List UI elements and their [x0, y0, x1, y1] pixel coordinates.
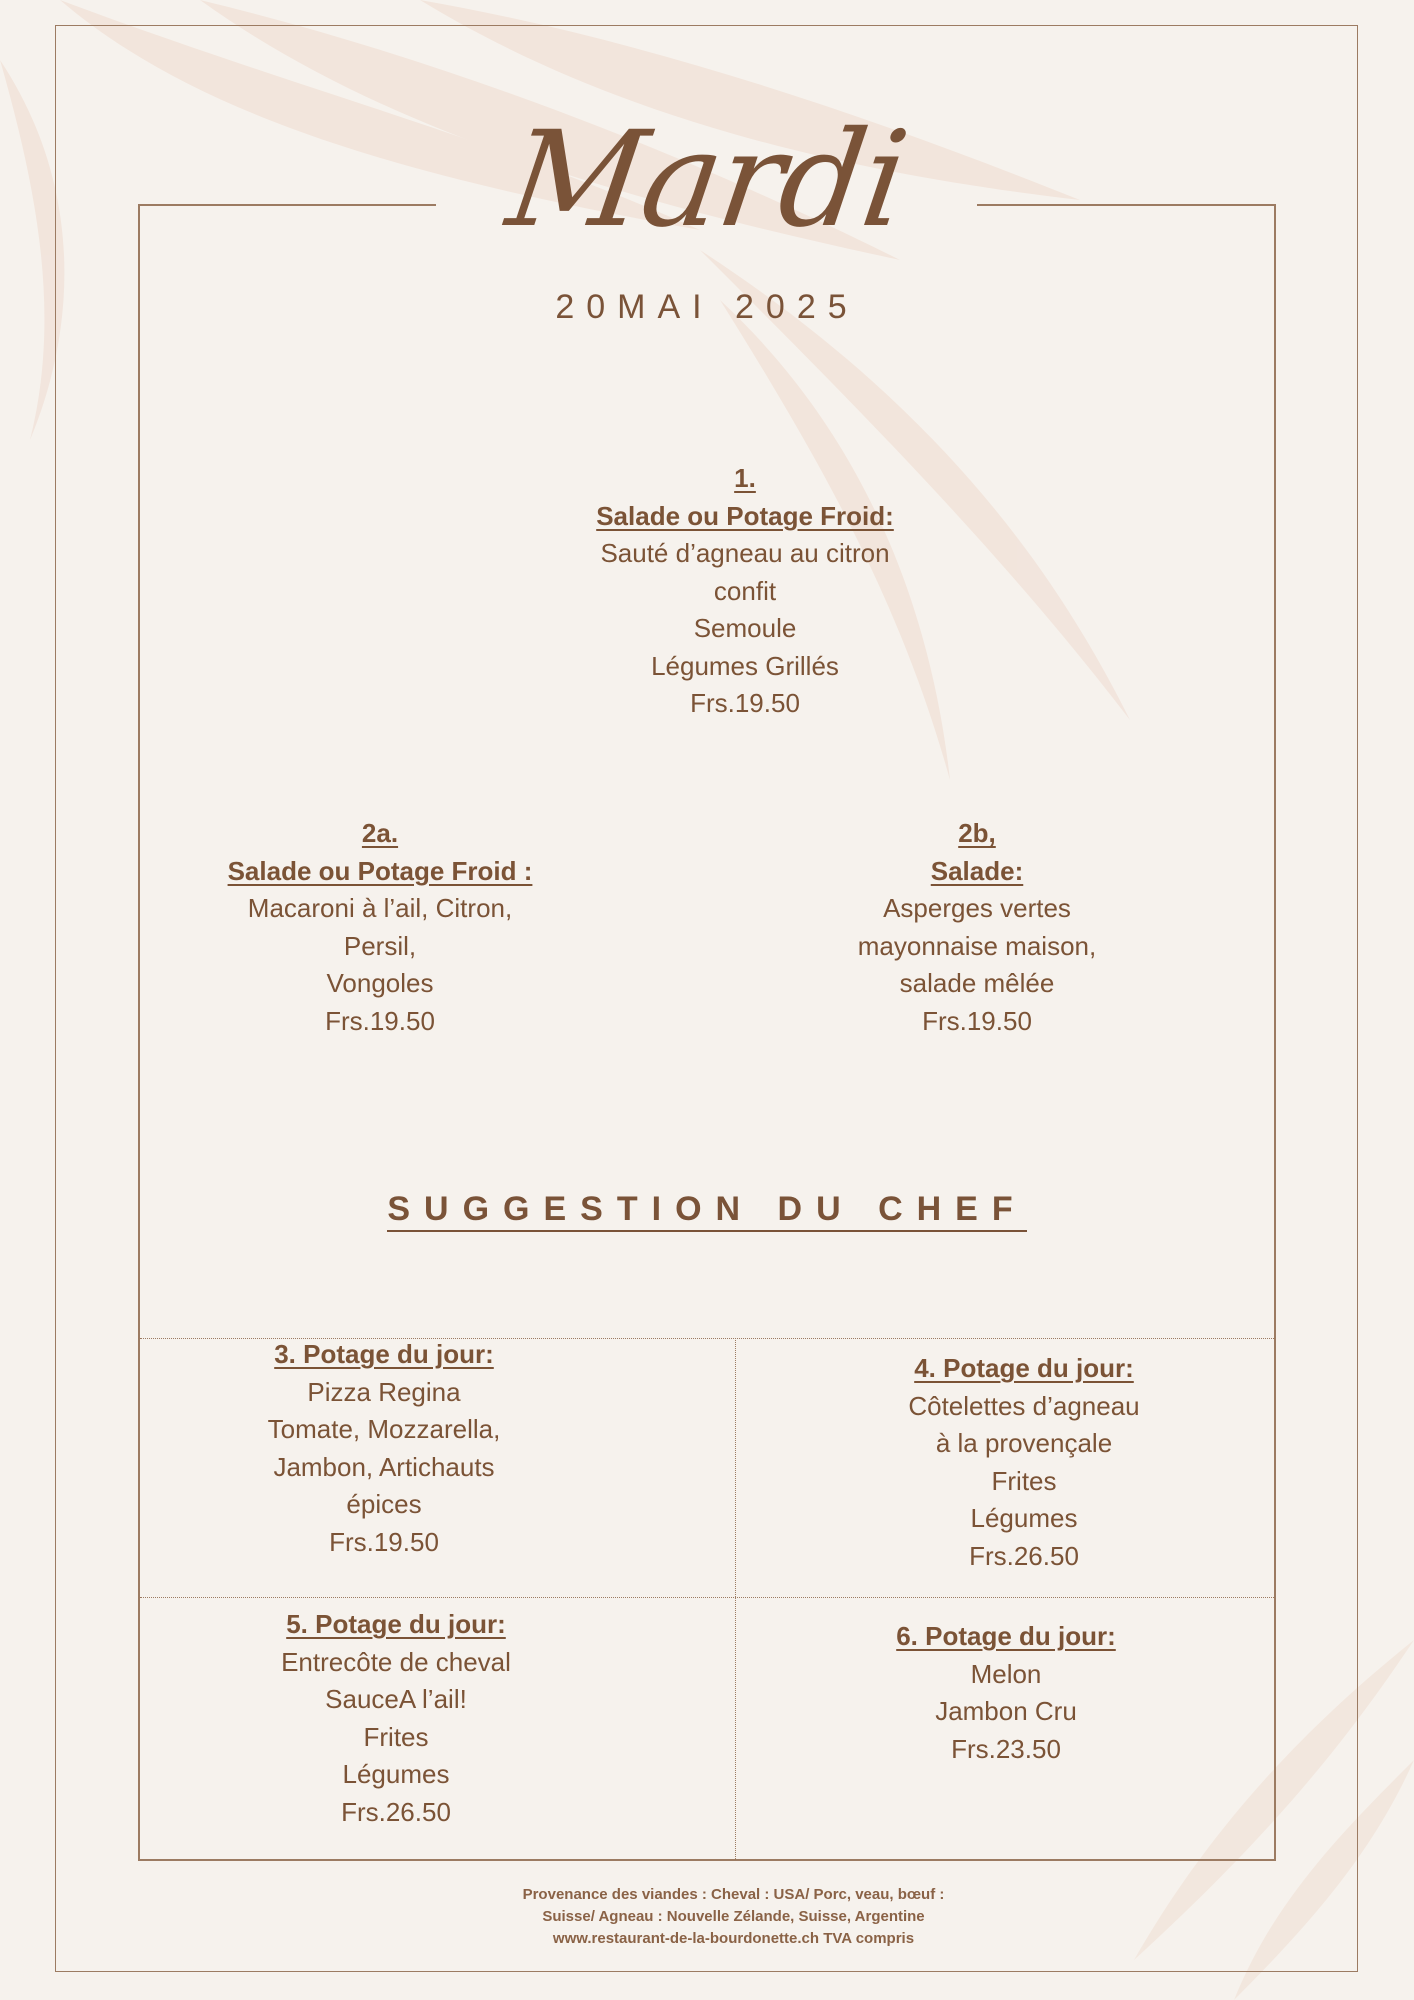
inner-frame-bottom — [138, 1859, 1276, 1861]
menu-item-2a — [180, 815, 580, 1040]
suggestion-line: épices — [346, 1489, 422, 1519]
menu-line: mayonnaise maison, — [857, 930, 1097, 961]
menu-line: Persil, — [343, 930, 417, 961]
menu-line: Macaroni à l’ail, Citron, — [247, 893, 513, 923]
menu-line: confit — [713, 575, 777, 606]
menu-line: salade mêlée — [899, 968, 1055, 998]
suggestion-line: Légumes — [342, 1759, 450, 1789]
inner-frame-right — [1274, 204, 1276, 1860]
menu-heading: Salade ou Potage Froid: — [596, 500, 894, 531]
menu-line: Vongoles — [326, 968, 434, 998]
menu-item-2b — [777, 815, 1177, 1040]
menu-price: Frs.19.50 — [690, 688, 800, 718]
menu-item-1 — [495, 460, 995, 723]
menu-price: Frs.19.50 — [325, 1005, 435, 1036]
suggestion-line: Frites — [363, 1721, 429, 1752]
chef-suggestion-title — [0, 1190, 1414, 1229]
grid-line-vertical — [735, 1338, 736, 1859]
suggestion-heading: 4. Potage du jour: — [914, 1353, 1134, 1383]
suggestion-heading: 3. Potage du jour: — [274, 1339, 494, 1369]
grid-line-middle — [140, 1597, 1276, 1598]
menu-line: Semoule — [693, 613, 797, 643]
footer-line-1: Provenance des viandes : Cheval : USA/ Porc, veau, bœuf : — [522, 1886, 945, 1903]
suggestion-line: Melon — [970, 1658, 1042, 1689]
suggestion-price: Frs.26.50 — [969, 1540, 1079, 1571]
suggestion-line: Jambon, Artichauts — [273, 1451, 495, 1482]
footer-notes — [0, 1884, 1414, 1950]
suggestion-heading: 5. Potage du jour: — [286, 1609, 506, 1639]
suggestion-line: Frites — [991, 1465, 1057, 1496]
menu-number: 2b, — [958, 818, 996, 848]
menu-line: Sauté d’agneau au citron — [600, 538, 890, 568]
suggestion-line: Pizza Regina — [307, 1376, 461, 1407]
suggestion-line: SauceA l’ail! — [325, 1684, 467, 1714]
suggestion-line: Jambon Cru — [935, 1696, 1077, 1726]
menu-line: Asperges vertes — [883, 893, 1071, 923]
menu-heading: Salade ou Potage Froid : — [227, 855, 533, 886]
suggestion-item-6 — [806, 1618, 1206, 1768]
suggestion-line: Légumes — [970, 1503, 1078, 1533]
suggestion-price: Frs.19.50 — [329, 1526, 439, 1557]
menu-line: Légumes Grillés — [651, 650, 839, 681]
footer-line-2: Suisse/ Agneau : Nouvelle Zélande, Suisse, Argentine — [542, 1908, 925, 1925]
suggestion-item-4 — [824, 1350, 1224, 1575]
suggestion-line: Côtelettes d’agneau — [908, 1390, 1140, 1421]
menu-number: 1. — [734, 463, 756, 493]
inner-frame-left — [138, 204, 140, 1860]
menu-price: Frs.19.50 — [922, 1005, 1032, 1036]
suggestion-item-5 — [196, 1606, 596, 1831]
menu-heading: Salade: — [930, 855, 1024, 886]
suggestion-line: à la provençale — [935, 1428, 1113, 1458]
menu-date: 20MAI 2025 — [555, 288, 859, 326]
chef-suggestion-text: SUGGESTION DU CHEF — [387, 1190, 1026, 1232]
menu-number: 2a. — [361, 818, 399, 848]
footer-link[interactable]: www.restaurant-de-la-bourdonette.ch TVA compris — [552, 1930, 915, 1947]
day-title: Mardi — [499, 103, 915, 257]
suggestion-price: Frs.26.50 — [341, 1796, 451, 1827]
suggestion-line: Tomate, Mozzarella, — [267, 1414, 501, 1444]
suggestion-price: Frs.23.50 — [951, 1733, 1061, 1764]
suggestion-item-3 — [184, 1336, 584, 1561]
suggestion-heading: 6. Potage du jour: — [896, 1621, 1116, 1651]
suggestion-line: Entrecôte de cheval — [281, 1646, 511, 1677]
